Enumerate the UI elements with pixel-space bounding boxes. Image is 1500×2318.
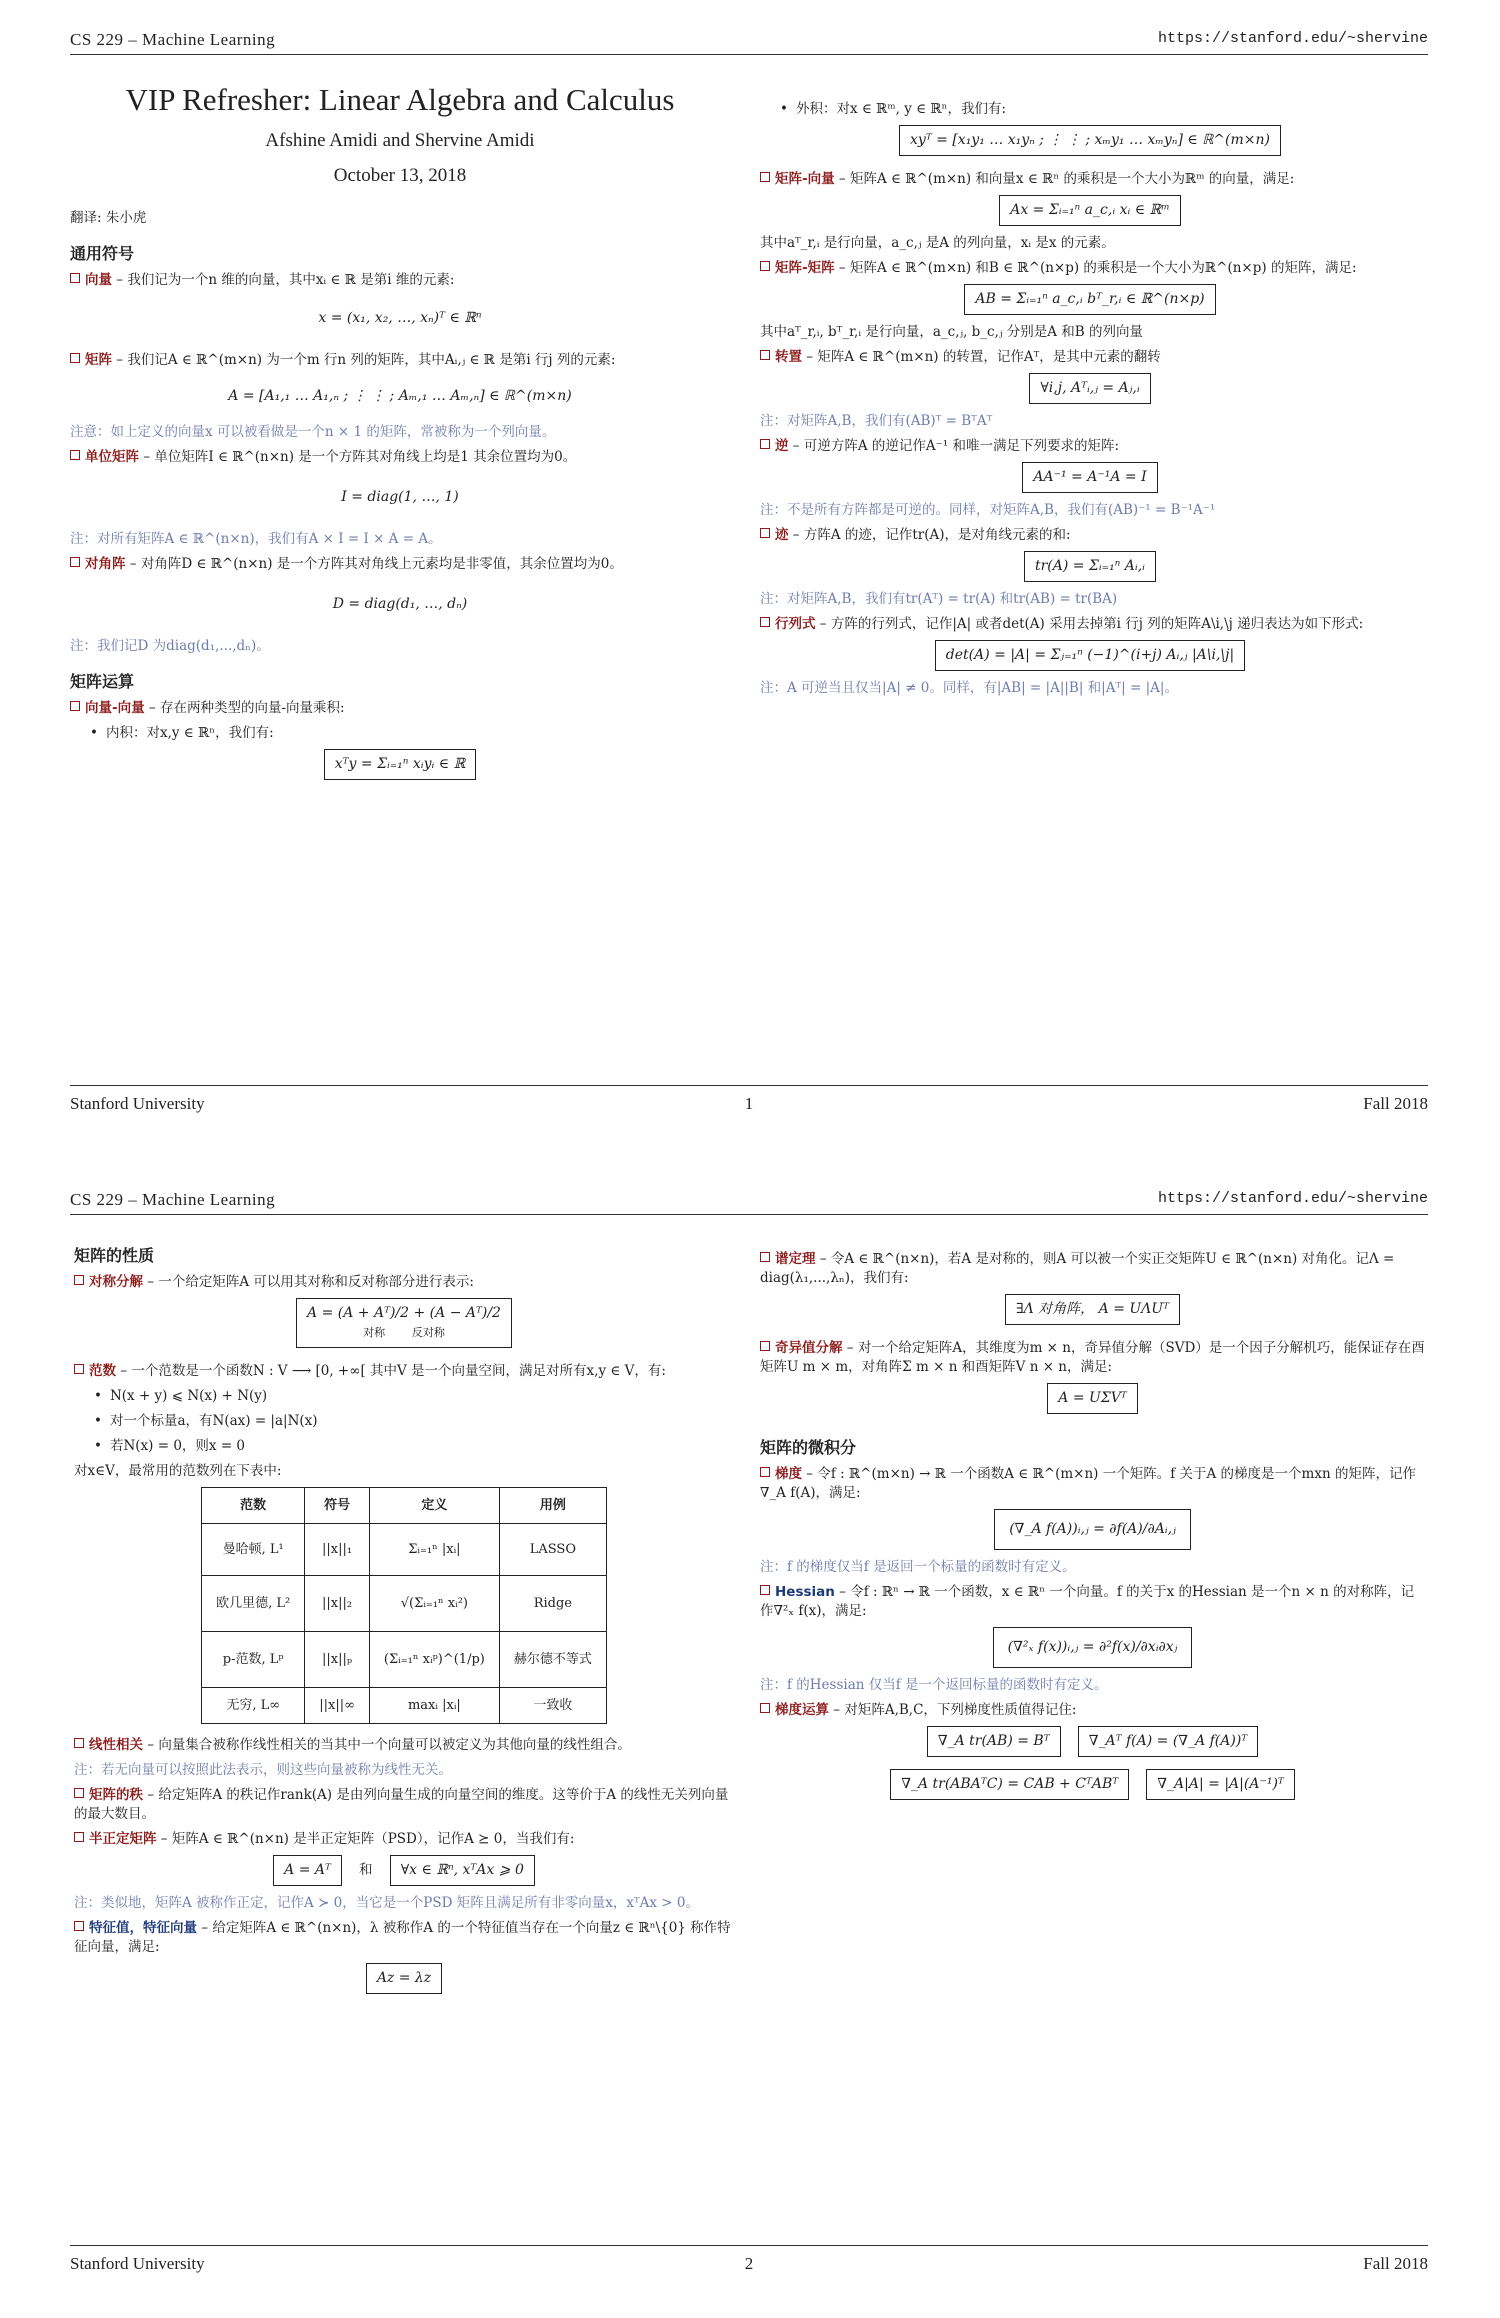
section-heading: 通用符号 — [70, 244, 135, 263]
text: – 给定矩阵A ∈ ℝ^(n×n)，λ 被称作A 的一个特征值当存在一个向量z ∈ ℝⁿ\{0} 称作特征向量，满足: — [74, 1920, 731, 1955]
bullet-square-icon — [70, 701, 80, 711]
bullet-square-icon — [760, 617, 770, 627]
bullet-square-icon — [74, 1364, 84, 1374]
note: 注：A 可逆当且仅当|A| ≠ 0。同样，有|AB| = |A||B| 和|Aᵀ| = |A|。 — [760, 680, 1178, 696]
footer-university: Stanford University — [70, 2254, 205, 2273]
table-header: 定义 — [369, 1488, 499, 1524]
term-hessian: Hessian — [775, 1584, 835, 1600]
text: – 方阵A 的迹，记作tr(A)，是对角线元素的和: — [792, 527, 1071, 543]
page-header — [70, 1190, 1428, 1215]
note: 注：对所有矩阵A ∈ ℝ^(n×n)，我们有A × I = I × A = A。 — [70, 531, 442, 547]
note: 注：我们记D 为diag(d₁,...,dₙ)。 — [70, 638, 270, 654]
formula: D = diag(d₁, …, dₙ) — [332, 596, 468, 612]
formula-box: ∇_A tr(AB) = Bᵀ — [927, 1726, 1061, 1757]
course-url[interactable]: https://stanford.edu/~shervine — [1157, 1190, 1428, 1207]
formula-box: AA⁻¹ = A⁻¹A = I — [1022, 462, 1157, 493]
text: – 一个给定矩阵A 可以用其对称和反对称部分进行表示: — [147, 1274, 474, 1290]
term-transpose: 转置 — [775, 349, 802, 365]
table-header: 范数 — [202, 1488, 305, 1524]
bullet-square-icon — [70, 557, 80, 567]
term-determinant: 行列式 — [775, 616, 816, 632]
note: 注意：如上定义的向量x 可以被看做是一个n × 1 的矩阵，常被称为一个列向量。 — [70, 424, 556, 440]
text: – 单位矩阵I ∈ ℝ^(n×n) 是一个方阵其对角线上均是1 其余位置均为0。 — [143, 449, 577, 465]
list-item: • 外积：对x ∈ ℝᵐ, y ∈ ℝⁿ，我们有: — [780, 100, 1420, 119]
table-row — [202, 1688, 607, 1724]
text: – 矩阵A ∈ ℝ^(n×n) 是半正定矩阵（PSD），记作A ⪰ 0，当我们有: — [160, 1831, 575, 1847]
text: 其中aᵀ_r,ᵢ 是行向量，a_c,ⱼ 是A 的列向量，xᵢ 是x 的元素。 — [760, 235, 1115, 251]
bullet-square-icon — [70, 353, 80, 363]
text: – 对矩阵A,B,C，下列梯度性质值得记住: — [833, 1702, 1077, 1718]
table-cell: Ridge — [499, 1576, 606, 1632]
formula-box: ∀x ∈ ℝⁿ, xᵀAx ⩾ 0 — [390, 1855, 535, 1886]
course-title: CS 229 – Machine Learning — [70, 1190, 276, 1209]
page-2 — [0, 1160, 1500, 2300]
bullet-square-icon — [70, 273, 80, 283]
term-matrix-matrix: 矩阵-矩阵 — [775, 260, 835, 276]
bullet-square-icon — [760, 172, 770, 182]
list-item: • 对一个标量a，有N(ax) = |a|N(x) — [94, 1412, 734, 1431]
bullet-square-icon — [74, 1788, 84, 1798]
formula-box: tr(A) = Σᵢ₌₁ⁿ Aᵢ,ᵢ — [1024, 551, 1156, 582]
footer-term: Fall 2018 — [1363, 2254, 1428, 2273]
term-spectral: 谱定理 — [775, 1251, 816, 1267]
term-trace: 迹 — [775, 527, 789, 543]
formula-box: A = Aᵀ — [273, 1855, 342, 1886]
list-item: • 若N(x) = 0，则x = 0 — [94, 1437, 734, 1456]
course-url[interactable]: https://stanford.edu/~shervine — [1157, 30, 1428, 47]
term-svd: 奇异值分解 — [775, 1340, 843, 1356]
text: – 矩阵A ∈ ℝ^(m×n) 的转置，记作Aᵀ，是其中元素的翻转 — [806, 349, 1161, 365]
table-cell: Σᵢ₌₁ⁿ |xᵢ| — [369, 1524, 499, 1576]
bullet-square-icon — [70, 450, 80, 460]
term-identity: 单位矩阵 — [85, 449, 139, 465]
term-diagonal: 对角阵 — [85, 556, 126, 572]
formula-box: (∇_A f(A))ᵢ,ⱼ = ∂f(A)/∂Aᵢ,ⱼ — [994, 1509, 1191, 1550]
formula-box: AB = Σᵢ₌₁ⁿ a_c,ᵢ bᵀ_r,ᵢ ∈ ℝ^(n×p) — [964, 284, 1215, 315]
table-row — [202, 1632, 607, 1688]
page-header — [70, 30, 1428, 55]
section-heading: 矩阵的微积分 — [760, 1438, 857, 1457]
bullet-square-icon — [760, 1585, 770, 1595]
formula: I = diag(1, …, 1) — [341, 489, 459, 505]
formula-box: Ax = Σᵢ₌₁ⁿ a_c,ᵢ xᵢ ∈ ℝᵐ — [999, 195, 1181, 226]
formula-box: ∇_A|A| = |A|(A⁻¹)ᵀ — [1146, 1769, 1295, 1800]
table-row — [202, 1576, 607, 1632]
table-cell: ||x||ₚ — [305, 1632, 370, 1688]
formula-box: A = UΣVᵀ — [1047, 1383, 1137, 1414]
text: – 我们记为一个n 维的向量，其中xᵢ ∈ ℝ 是第i 维的元素: — [116, 272, 455, 288]
term-matrix: 矩阵 — [85, 352, 112, 368]
course-title: CS 229 – Machine Learning — [70, 30, 276, 49]
norms-table — [201, 1487, 607, 1724]
note: 注：f 的梯度仅当f 是返回一个标量的函数时有定义。 — [760, 1559, 1076, 1575]
text: – 对角阵D ∈ ℝ^(n×n) 是一个方阵其对角线上元素均是非零值，其余位置均为0。 — [129, 556, 623, 572]
term-vector-vector: 向量-向量 — [85, 700, 145, 716]
table-cell: 赫尔德不等式 — [499, 1632, 606, 1688]
term-linear-dependence: 线性相关 — [89, 1737, 143, 1753]
right-column — [760, 1250, 1425, 1808]
table-cell: √(Σᵢ₌₁ⁿ xᵢ²) — [369, 1576, 499, 1632]
table-cell: p-范数, Lᵖ — [202, 1632, 305, 1688]
formula: A = [A₁,₁ … A₁,ₙ ; ⋮ ⋮ ; Aₘ,₁ … Aₘ,ₙ] ∈ ℝ^(m×n) — [228, 388, 572, 404]
document-title: VIP Refresher: Linear Algebra and Calculus — [125, 82, 675, 117]
bullet-square-icon — [760, 439, 770, 449]
text: 和 — [359, 1862, 373, 1878]
note: 注：对矩阵A,B，我们有tr(Aᵀ) = tr(A) 和tr(AB) = tr(BA) — [760, 591, 1118, 607]
table-cell: 欧几里德, L² — [202, 1576, 305, 1632]
table-row — [202, 1524, 607, 1576]
term-vector: 向量 — [85, 272, 112, 288]
term-eigen: 特征值，特征向量 — [89, 1920, 197, 1936]
term-symmetric: 对称分解 — [89, 1274, 143, 1290]
bullet-square-icon — [760, 1252, 770, 1262]
bullet-square-icon — [74, 1738, 84, 1748]
term-psd: 半正定矩阵 — [89, 1831, 157, 1847]
bullet-square-icon — [760, 261, 770, 271]
note: 注：对矩阵A,B，我们有(AB)ᵀ = BᵀAᵀ — [760, 413, 993, 429]
note: 注：类似地，矩阵A 被称作正定，记作A ≻ 0，当它是一个PSD 矩阵且满足所有非零向量x，xᵀAx > 0。 — [74, 1895, 699, 1911]
page-footer — [70, 1085, 1428, 1118]
text: – 令f : ℝ^(m×n) → ℝ 一个函数A ∈ ℝ^(m×n) 一个矩阵。f 关于A 的梯度是一个mxn 的矩阵，记作∇_A f(A)，满足: — [760, 1466, 1416, 1501]
footer-university: Stanford University — [70, 1094, 205, 1113]
table-cell: (Σᵢ₌₁ⁿ xᵢᵖ)^(1/p) — [369, 1632, 499, 1688]
page-footer — [70, 2245, 1428, 2278]
bullet-square-icon — [760, 1467, 770, 1477]
note: 注：不是所有方阵都是可逆的。同样，对矩阵A,B，我们有(AB)⁻¹ = B⁻¹A⁻¹ — [760, 502, 1216, 518]
date: October 13, 2018 — [333, 165, 467, 186]
formula-box: ∀i,j, Aᵀᵢ,ⱼ = Aⱼ,ᵢ — [1029, 373, 1150, 404]
table-cell: ||x||₂ — [305, 1576, 370, 1632]
text: – 方阵的行列式，记作|A| 或者det(A) 采用去掉第i 行j 列的矩阵A\i,\j 递归表达为如下形式: — [819, 616, 1364, 632]
label-antisymmetric: 反对称 — [411, 1326, 445, 1339]
table-cell: LASSO — [499, 1524, 606, 1576]
bullet-square-icon — [74, 1275, 84, 1285]
formula-box: (∇²ₓ f(x))ᵢ,ⱼ = ∂²f(x)/∂xᵢ∂xⱼ — [993, 1627, 1193, 1668]
formula-box: ∇_A tr(ABAᵀC) = CAB + CᵀABᵀ — [890, 1769, 1129, 1800]
label-symmetric: 对称 — [363, 1326, 386, 1339]
list-item: • N(x + y) ⩽ N(x) + N(y) — [94, 1387, 734, 1406]
note: 注：若无向量可以按照此法表示，则这些向量被称为线性无关。 — [74, 1762, 452, 1778]
text: – 我们记A ∈ ℝ^(m×n) 为一个m 行n 列的矩阵，其中Aᵢ,ⱼ ∈ ℝ 是第i 行j 列的元素: — [116, 352, 616, 368]
term-matrix-vector: 矩阵-向量 — [775, 171, 835, 187]
table-header: 符号 — [305, 1488, 370, 1524]
list-item: • 内积：对x,y ∈ ℝⁿ，我们有: — [90, 724, 730, 743]
bullet-square-icon — [760, 1703, 770, 1713]
table-cell: maxᵢ |xᵢ| — [369, 1688, 499, 1724]
bullet-square-icon — [74, 1921, 84, 1931]
text: – 给定矩阵A 的秩记作rank(A) 是由列向量生成的向量空间的维度。这等价于A 的线性无关列向量的最大数目。 — [74, 1787, 729, 1822]
table-header: 用例 — [499, 1488, 606, 1524]
authors: Afshine Amidi and Shervine Amidi — [265, 130, 535, 151]
text: – 存在两种类型的向量-向量乘积: — [148, 700, 345, 716]
text: – 令A ∈ ℝ^(n×n)，若A 是对称的，则A 可以被一个实正交矩阵U ∈ ℝ^(n×n) 对角化。记Λ = diag(λ₁,...,λₙ)，我们有: — [760, 1251, 1395, 1286]
term-inverse: 逆 — [775, 438, 789, 454]
left-column — [74, 1230, 734, 2002]
formula-box: xyᵀ = [x₁y₁ … x₁yₙ ; ⋮ ⋮ ; xₘy₁ … xₘyₙ] ∈ ℝ^(m×n) — [899, 125, 1281, 156]
bullet-square-icon — [760, 1341, 770, 1351]
page-number: 2 — [744, 2254, 754, 2273]
note: 注：f 的Hessian 仅当f 是一个返回标量的函数时有定义。 — [760, 1677, 1108, 1693]
formula-box: ∃Λ 对角阵， A = UΛUᵀ — [1005, 1294, 1180, 1325]
text: – 对一个给定矩阵A，其维度为m × n，奇异值分解（SVD）是一个因子分解机巧，能保证存在酉矩阵U m × m，对角阵Σ m × n 和酉矩阵V n × n，满足: — [760, 1340, 1425, 1375]
translator: 翻译: 朱小虎 — [70, 210, 147, 226]
formula-box: Az = λz — [366, 1963, 442, 1994]
footer-term: Fall 2018 — [1363, 1094, 1428, 1113]
page-1 — [0, 0, 1500, 1140]
term-norm: 范数 — [89, 1363, 116, 1379]
text: – 可逆方阵A 的逆记作A⁻¹ 和唯一满足下列要求的矩阵: — [792, 438, 1120, 454]
section-heading: 矩阵的性质 — [74, 1246, 155, 1265]
right-column — [760, 100, 1420, 704]
section-heading: 矩阵运算 — [70, 672, 135, 691]
formula: A = (A + Aᵀ)/2 + (A − Aᵀ)/2 — [307, 1305, 501, 1321]
term-gradient: 梯度 — [775, 1466, 802, 1482]
formula-box: det(A) = |A| = Σⱼ₌₁ⁿ (−1)^(i+j) Aᵢ,ⱼ |A\i,\j| — [935, 640, 1245, 671]
formula: x = (x₁, x₂, …, xₙ)ᵀ ∈ ℝⁿ — [318, 310, 482, 326]
table-cell: ||x||₁ — [305, 1524, 370, 1576]
left-column — [70, 82, 730, 788]
table-cell: 无穷, L∞ — [202, 1688, 305, 1724]
formula-box — [296, 1298, 512, 1348]
text: – 一个范数是一个函数N : V ⟶ [0, +∞[ 其中V 是一个向量空间，满足对所有x,y ∈ V，有: — [120, 1363, 666, 1379]
text: 其中aᵀ_r,ᵢ, bᵀ_r,ᵢ 是行向量，a_c,ⱼ, b_c,ⱼ 分别是A 和B 的列向量 — [760, 324, 1144, 340]
bullet-square-icon — [760, 350, 770, 360]
table-cell: ||x||∞ — [305, 1688, 370, 1724]
text: 对x∈V，最常用的范数列在下表中: — [74, 1463, 282, 1479]
text: – 矩阵A ∈ ℝ^(m×n) 和B ∈ ℝ^(n×p) 的乘积是一个大小为ℝ^(n×p) 的矩阵，满足: — [838, 260, 1357, 276]
formula-box: xᵀy = Σᵢ₌₁ⁿ xᵢyᵢ ∈ ℝ — [324, 749, 477, 780]
text: – 令f : ℝⁿ → ℝ 一个函数，x ∈ ℝⁿ 一个向量。f 的关于x 的Hessian 是一个n × n 的对称阵，记作∇²ₓ f(x)，满足: — [760, 1584, 1415, 1619]
text: – 向量集合被称作线性相关的当其中一个向量可以被定义为其他向量的线性组合。 — [147, 1737, 631, 1753]
formula-box: ∇_Aᵀ f(A) = (∇_A f(A))ᵀ — [1078, 1726, 1258, 1757]
term-rank: 矩阵的秩 — [89, 1787, 143, 1803]
bullet-square-icon — [760, 528, 770, 538]
term-gradient-ops: 梯度运算 — [775, 1702, 829, 1718]
page-number: 1 — [744, 1094, 754, 1113]
text: – 矩阵A ∈ ℝ^(m×n) 和向量x ∈ ℝⁿ 的乘积是一个大小为ℝᵐ 的向量，满足: — [838, 171, 1295, 187]
table-cell: 一致收 — [499, 1688, 606, 1724]
bullet-square-icon — [74, 1832, 84, 1842]
table-cell: 曼哈顿, L¹ — [202, 1524, 305, 1576]
